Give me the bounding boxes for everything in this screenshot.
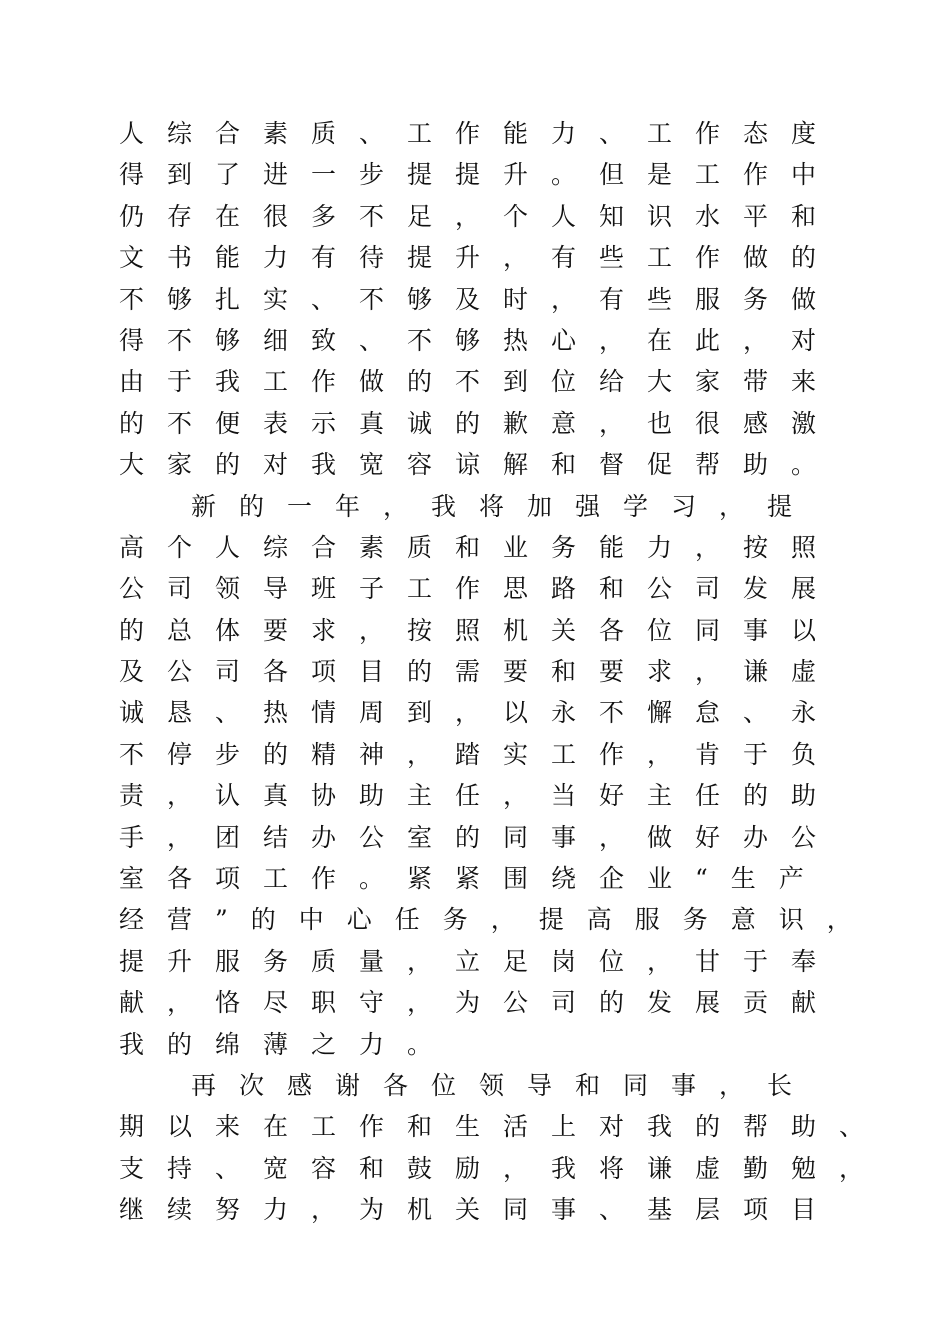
text-line: 经营”的中心任务，提高服务意识，	[119, 905, 875, 935]
text-line: 得到了进一步提提升。但是工作中	[119, 160, 840, 190]
text-line: 高个人综合素质和业务能力，按照	[119, 532, 840, 562]
text-line: 再次感谢各位领导和同事，长	[191, 1070, 816, 1100]
text-line: 责，认真协助主任，当好主任的助	[119, 781, 840, 811]
text-line: 大家的对我宽容谅解和督促帮助。	[119, 450, 840, 480]
text-line: 新的一年，我将加强学习，提	[191, 491, 816, 521]
text-line: 我的绵薄之力。	[119, 1029, 456, 1059]
text-line: 文书能力有待提升，有些工作做的	[119, 243, 840, 273]
text-line: 继续努力，为机关同事、基层项目	[119, 1195, 840, 1225]
text-line: 不停步的精神，踏实工作，肯于负	[119, 739, 840, 769]
text-line: 诚恳、热情周到，以永不懈怠、永	[119, 698, 840, 728]
text-line: 人综合素质、工作能力、工作态度	[119, 119, 840, 148]
document-body	[119, 113, 888, 1231]
text-line: 公司领导班子工作思路和公司发展	[119, 574, 840, 604]
text-line: 献，恪尽职守，为公司的发展贡献	[119, 988, 840, 1018]
text-line: 提升服务质量，立足岗位，甘于奉	[119, 946, 840, 976]
text-line: 期以来在工作和生活上对我的帮助、	[119, 1112, 888, 1142]
text-line: 不够扎实、不够及时，有些服务做	[119, 284, 840, 314]
text-line: 由于我工作做的不到位给大家带来	[119, 367, 840, 397]
text-line: 室各项工作。紧紧围绕企业“生产	[119, 864, 827, 894]
text-line: 及公司各项目的需要和要求，谦虚	[119, 657, 840, 687]
text-line: 手，团结办公室的同事，做好办公	[119, 822, 840, 852]
text-line: 支持、宽容和鼓励，我将谦虚勤勉，	[119, 1153, 888, 1183]
text-line: 仍存在很多不足，个人知识水平和	[119, 201, 840, 231]
text-line: 得不够细致、不够热心，在此，对	[119, 325, 840, 355]
text-line: 的总体要求，按照机关各位同事以	[119, 615, 840, 645]
text-line: 的不便表示真诚的歉意，也很感激	[119, 408, 840, 438]
